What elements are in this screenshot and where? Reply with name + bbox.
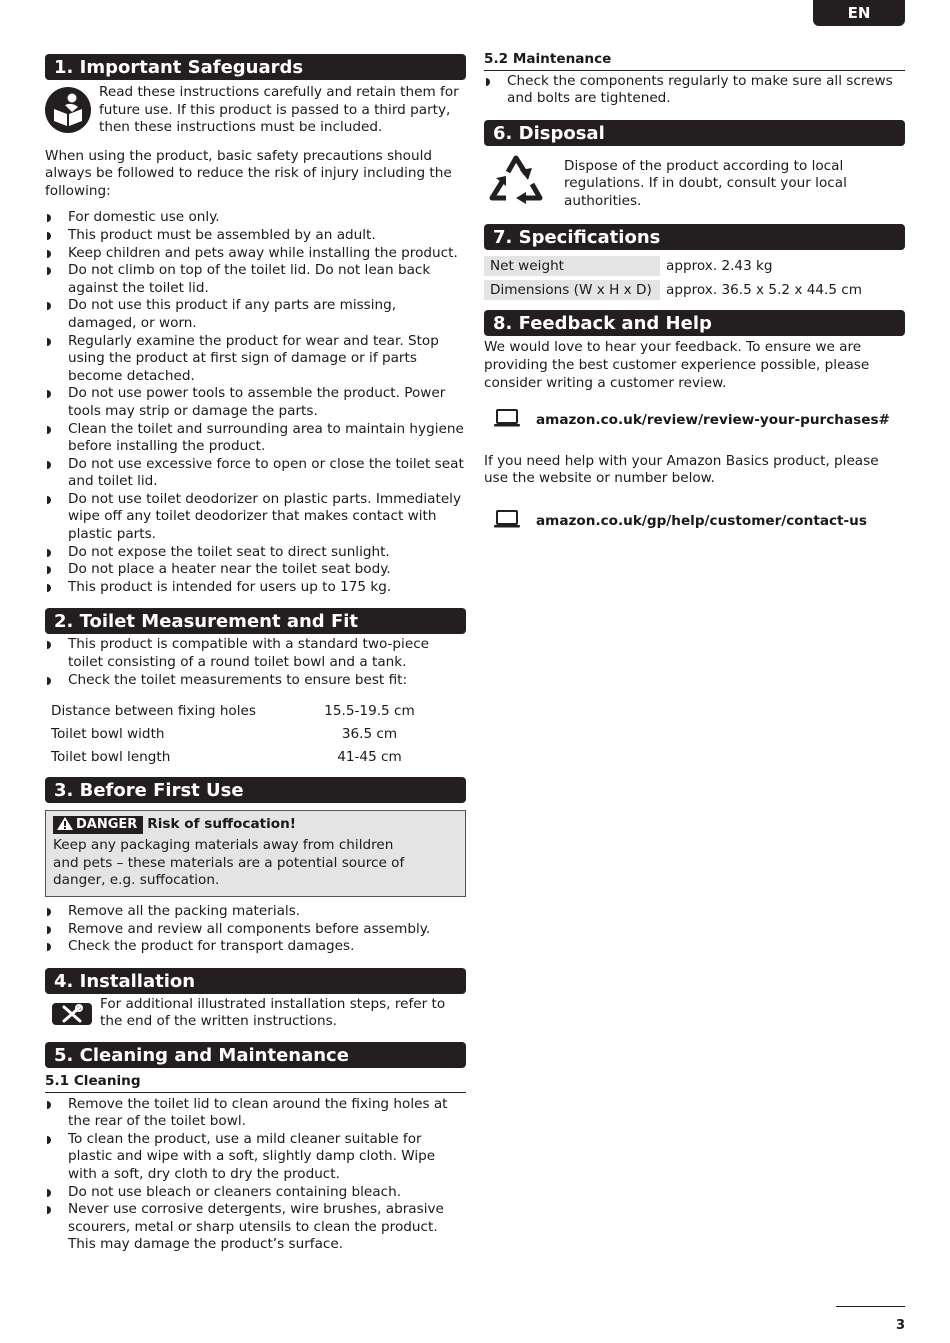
list-item: Check the components regularly to make sure all screws and bolts are tightened. <box>484 73 905 108</box>
table-row <box>484 280 868 300</box>
spec-value: approx. 36.5 x 5.2 x 44.5 cm <box>666 282 863 299</box>
list-item: Do not use bleach or cleaners containing bleach. <box>45 1184 466 1202</box>
subsection-title-maintenance: 5.2 Maintenance <box>484 51 905 71</box>
measurement-value: 36.5 cm <box>341 725 398 742</box>
danger-text: Keep any packaging materials away from children and pets – these materials are a potential source of danger, e.g. suffocation. <box>53 837 405 889</box>
measurement-value: 15.5-19.5 cm <box>324 702 415 719</box>
section-title-specifications: 7. Specifications <box>484 224 905 250</box>
laptop-icon <box>494 510 520 534</box>
danger-notice <box>45 810 466 897</box>
warning-icon <box>57 817 73 830</box>
danger-badge-label: DANGER <box>76 817 138 833</box>
list-item: Never use corrosive detergents, wire brushes, abrasive scourers, metal or sharp utensils to clean the product. This may damage the product’s surface. <box>45 1201 466 1254</box>
section-title-cleaning: 5. Cleaning and Maintenance <box>45 1042 466 1068</box>
list-item: For domestic use only. <box>45 209 466 227</box>
disposal-text: Dispose of the product according to local regulations. If in doubt, consult your local authorities. <box>564 157 847 209</box>
maintenance-list <box>484 73 905 108</box>
tools-icon <box>52 1003 92 1031</box>
measurement-table <box>51 700 432 769</box>
list-item: This product is intended for users up to 175 kg. <box>45 579 466 597</box>
list-item: Remove the toilet lid to clean around the fixing holes at the rear of the toilet bowl. <box>45 1096 466 1131</box>
footer-divider <box>836 1306 905 1307</box>
before-first-use-list <box>45 903 466 956</box>
intro-text: Read these instructions carefully and retain them for future use. If this product is passed to a third party, then these instructions must be included. <box>99 84 459 136</box>
list-item: Clean the toilet and surrounding area to maintain hygiene before installing the product. <box>45 421 466 456</box>
list-item: Do not use power tools to assemble the product. Power tools may strip or damage the parts. <box>45 385 466 420</box>
list-item: Regularly examine the product for wear and tear. Stop using the product at first sign of damage or if parts become detached. <box>45 333 466 386</box>
installation-text: For additional illustrated installation steps, refer to the end of the written instructions. <box>100 995 446 1030</box>
right-column <box>484 51 905 534</box>
table-row <box>484 256 868 276</box>
review-link-row <box>484 409 905 433</box>
spec-label: Dimensions (W x H x D) <box>484 280 660 300</box>
list-item: Do not use this product if any parts are missing, damaged, or worn. <box>45 297 466 332</box>
feedback-text: We would love to hear your feedback. To ensure we are providing the best customer experience possible, please consider writing a customer review. <box>484 339 870 391</box>
list-item: Keep children and pets away while installing the product. <box>45 245 466 263</box>
list-item: To clean the product, use a mild cleaner suitable for plastic and wipe with a soft, slightly damp cloth. Wipe with a soft, dry cloth to dry the product. <box>45 1131 466 1184</box>
list-item: This product must be assembled by an adult. <box>45 227 466 245</box>
safeguards-list <box>45 209 466 596</box>
laptop-icon <box>494 409 520 433</box>
recycle-icon <box>484 152 550 220</box>
contact-link-row <box>484 510 905 534</box>
measurement-list <box>45 636 466 689</box>
section-title-safeguards: 1. Important Safeguards <box>45 54 466 80</box>
list-item: Check the toilet measurements to ensure best fit: <box>45 672 466 690</box>
list-item: Do not use excessive force to open or close the toilet seat and toilet lid. <box>45 456 466 491</box>
spec-value: approx. 2.43 kg <box>666 258 773 275</box>
safety-lead-text: When using the product, basic safety precautions should always be followed to reduce the risk of injury including the following: <box>45 147 452 199</box>
list-item: Do not expose the toilet seat to direct sunlight. <box>45 544 466 562</box>
section-title-feedback: 8. Feedback and Help <box>484 310 905 336</box>
read-manual-icon <box>45 87 91 139</box>
page-number: 3 <box>895 1318 905 1333</box>
table-row <box>51 723 432 746</box>
measurement-label: Toilet bowl length <box>51 748 171 765</box>
list-item: Remove and review all components before assembly. <box>45 921 466 939</box>
section-title-measurement: 2. Toilet Measurement and Fit <box>45 608 466 634</box>
left-column <box>45 54 466 1254</box>
danger-title: Risk of suffocation! <box>147 816 296 833</box>
list-item: Remove all the packing materials. <box>45 903 466 921</box>
specifications-table <box>484 252 868 304</box>
list-item: Do not use toilet deodorizer on plastic parts. Immediately wipe off any toilet deodorizer that makes contact with plastic parts. <box>45 491 466 544</box>
language-tab: EN <box>813 0 905 26</box>
list-item: Do not climb on top of the toilet lid. Do not lean back against the toilet lid. <box>45 262 466 297</box>
list-item: Check the product for transport damages. <box>45 938 466 956</box>
table-row <box>51 746 432 769</box>
help-text: If you need help with your Amazon Basics product, please use the website or number below. <box>484 452 879 487</box>
contact-link[interactable]: amazon.co.uk/gp/help/customer/contact-us <box>536 512 867 529</box>
section-title-disposal: 6. Disposal <box>484 120 905 146</box>
review-link[interactable]: amazon.co.uk/review/review-your-purchases# <box>536 412 890 429</box>
intro-block <box>45 84 466 139</box>
measurement-label: Toilet bowl width <box>51 725 165 742</box>
section-title-installation: 4. Installation <box>45 968 466 994</box>
cleaning-list <box>45 1096 466 1254</box>
table-row <box>51 700 432 723</box>
disposal-block <box>484 152 905 220</box>
subsection-title-cleaning: 5.1 Cleaning <box>45 1073 466 1093</box>
section-title-before-first-use: 3. Before First Use <box>45 777 466 803</box>
spec-label: Net weight <box>484 256 660 276</box>
measurement-value: 41-45 cm <box>337 748 402 765</box>
installation-block <box>45 996 466 1031</box>
list-item: Do not place a heater near the toilet seat body. <box>45 561 466 579</box>
list-item: This product is compatible with a standard two-piece toilet consisting of a round toilet bowl and a tank. <box>45 636 466 671</box>
danger-badge <box>53 816 143 834</box>
measurement-label: Distance between fixing holes <box>51 702 256 719</box>
